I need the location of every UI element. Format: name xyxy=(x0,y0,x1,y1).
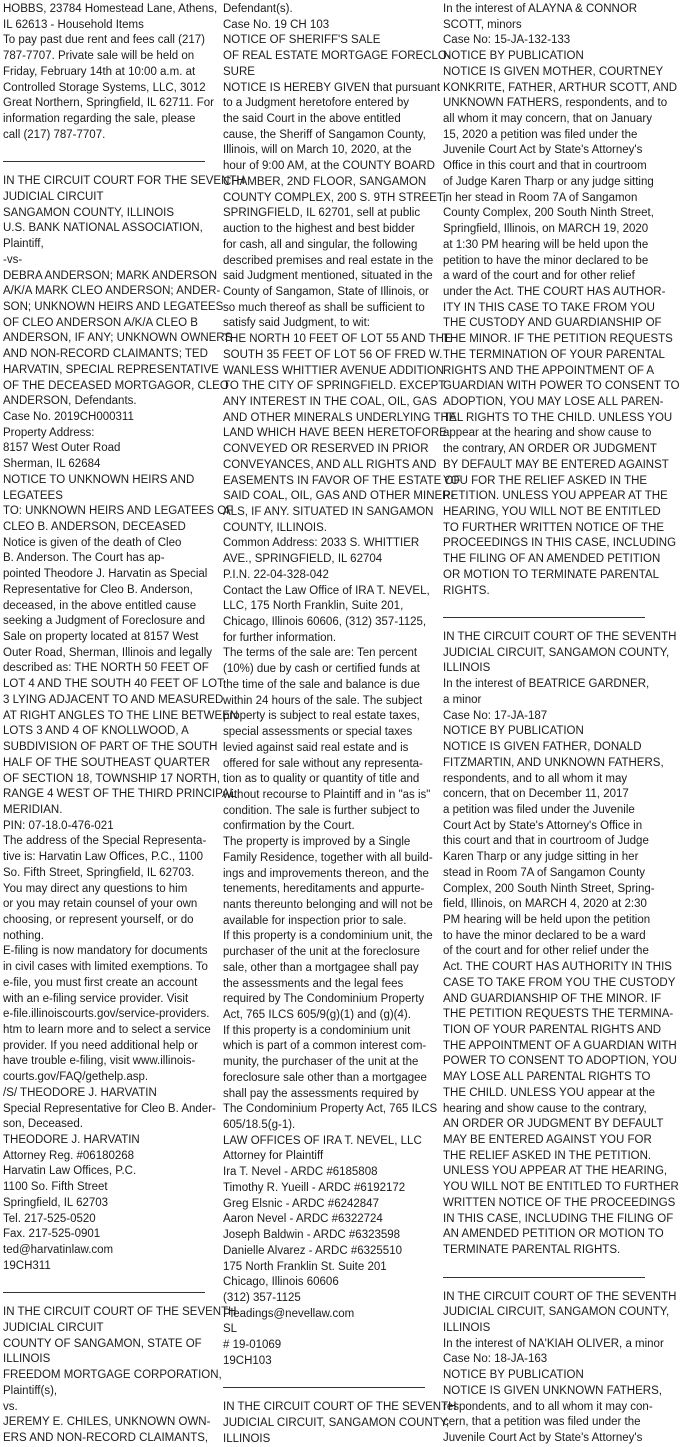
notice-line: described premises and real estate in the xyxy=(223,254,434,267)
notice-line: OF REAL ESTATE MORTGAGE FORECLO- xyxy=(223,50,451,63)
notice-line: MERIDIAN. xyxy=(3,803,63,816)
notice-line: sale, other than a mortgagee shall pay xyxy=(223,961,419,974)
notice-line: YOU FOR THE RELIEF ASKED IN THE xyxy=(443,474,648,487)
notice-line: OR MOTION TO TERMINATE PARENTAL xyxy=(443,568,659,581)
notice-divider xyxy=(223,1387,425,1388)
notice-divider xyxy=(443,617,645,618)
spacer xyxy=(443,1259,645,1275)
notice-line: NOTICE IS GIVEN MOTHER, COURTNEY xyxy=(443,65,664,78)
notice-line: Plaintiff(s), xyxy=(3,1384,58,1397)
notice-line: Juvenile Court Act by State's Attorney's xyxy=(443,144,643,157)
notice-line: PIN: 07-18.0-476-021 xyxy=(3,819,114,832)
notice-line: ILLINOIS xyxy=(443,662,491,675)
notice-line: have trouble e-filing, visit www.illinois- xyxy=(3,1055,196,1068)
notice-line: foreclosure sale other than a mortgagee xyxy=(223,1071,427,1084)
notice-line: TO: UNKNOWN HEIRS AND LEGATEES OF xyxy=(3,505,234,518)
notice-line: Outer Road, Sherman, Illinois and legally xyxy=(3,646,213,659)
notice-line: the assessments and the legal fees xyxy=(223,977,404,990)
notice-line: deceased, in the above entitled cause xyxy=(3,599,197,612)
notice-line: LEGATEES xyxy=(3,489,63,502)
notice-line: CLEO B. ANDERSON, DECEASED xyxy=(3,521,186,533)
notice-line: Case No. 2019CH000311 xyxy=(3,410,134,423)
notice-line: THE NORTH 10 FEET OF LOT 55 AND THE xyxy=(223,333,452,346)
notice-line: munity, the purchaser of the unit at the xyxy=(223,1056,419,1069)
notice-line: offered for sale without any representa- xyxy=(223,757,423,770)
notice-line: 19CH103 xyxy=(223,1354,272,1367)
notice-line: Act. THE COURT HAS AUTHORITY IN THIS xyxy=(443,961,672,974)
notice-line: U.S. BANK NATIONAL ASSOCIATION, xyxy=(3,222,203,235)
notice-line: FITZMARTIN, AND UNKNOWN FATHERS, xyxy=(443,756,664,769)
legal-notice xyxy=(443,630,679,1259)
notice-line: YOU WILL NOT BE ENTITLED TO FURTHER xyxy=(443,1181,679,1194)
notice-line: of the court and for other relief under the xyxy=(443,945,649,958)
notice-line: a petition was filed under the Juvenile xyxy=(443,803,635,816)
notice-line: all whom it may concern, that on January xyxy=(443,113,653,126)
notice-line: Case No. 19 CH 103 xyxy=(223,18,330,31)
notice-line: If this property is a condominium unit, the xyxy=(223,930,433,943)
notice-line: Family Residence, together with all build- xyxy=(223,851,433,864)
notice-line: CONVEYED OR RESERVED IN PRIOR xyxy=(223,443,429,456)
notice-line: County Complex, 200 South Ninth Street, xyxy=(443,207,654,220)
notice-line: RIGHTS AND THE APPOINTMENT OF A xyxy=(443,364,655,377)
notice-line: ANY INTEREST IN THE COAL, OIL, GAS xyxy=(223,395,438,408)
notice-line: DEBRA ANDERSON; MARK ANDERSON xyxy=(3,269,218,282)
notice-line: POWER TO CONSENT TO ADOPTION, YOU xyxy=(443,1055,677,1068)
notice-divider xyxy=(443,1277,645,1278)
notice-line: JUDICIAL CIRCUIT, SANGAMON COUNTY, xyxy=(223,1416,450,1429)
notice-line: AN AMENDED PETITION OR MOTION TO xyxy=(443,1228,664,1241)
notice-line: LAND WHICH HAVE BEEN HERETOFORE xyxy=(223,427,447,440)
notice-line: 15, 2020 a petition was filed under the xyxy=(443,128,638,141)
notice-line: appear at the hearing and show cause to xyxy=(443,427,652,440)
notice-line: ILLINOIS xyxy=(3,1353,51,1366)
notice-line: AND GUARDIANSHIP OF THE MINOR. IF xyxy=(443,992,662,1005)
notice-line: Friday, February 14th at 10:00 a.m. at xyxy=(3,65,196,78)
notice-line: Karen Tharp or any judge sitting in her xyxy=(443,851,639,864)
notice-line: this court and that in courtroom of Judge xyxy=(443,835,649,848)
notice-line: OF THE DECEASED MORTGAGOR, CLEO xyxy=(3,379,229,392)
legal-notice xyxy=(3,2,218,143)
legal-notice xyxy=(443,1290,677,1447)
notice-line: Defendant(s). xyxy=(223,3,293,15)
notice-line: SANGAMON COUNTY, ILLINOIS xyxy=(3,206,175,219)
notice-line: NOTICE BY PUBLICATION xyxy=(443,725,584,738)
notice-line: with an e-filing service provider. Visit xyxy=(3,992,189,1005)
notice-line: Joseph Baldwin - ARDC #6323598 xyxy=(223,1229,401,1242)
notice-line: HEARING, YOU WILL NOT BE ENTITLED xyxy=(443,506,661,518)
notice-line: ILLINOIS xyxy=(223,1432,271,1445)
notice-line: SURE xyxy=(223,65,255,78)
notice-line: Harvatin Law Offices, P.C. xyxy=(3,1165,137,1178)
notice-line: information regarding the sale, please xyxy=(3,113,196,126)
column-1 xyxy=(3,2,245,1444)
column-2 xyxy=(223,2,461,1445)
notice-line: or you may retain counsel of your own xyxy=(3,898,198,911)
notice-line: nants thereunto belonging and will not be xyxy=(223,898,433,911)
spacer xyxy=(3,143,205,159)
notice-line: ILLINOIS xyxy=(443,1321,491,1334)
notice-line: TAL RIGHTS TO THE CHILD. UNLESS YOU xyxy=(443,411,673,424)
notice-line: MAY BE ENTERED AGAINST YOU FOR xyxy=(443,1134,652,1147)
notice-line: ADOPTION, YOU MAY LOSE ALL PAREN- xyxy=(443,395,664,408)
notice-divider xyxy=(3,1292,205,1293)
notice-line: PETITION. UNLESS YOU APPEAR AT THE xyxy=(443,490,668,503)
notice-line: at 1:30 PM hearing will be held upon the xyxy=(443,238,649,251)
notice-line: TERMINATE PARENTAL RIGHTS. xyxy=(443,1244,621,1257)
notice-line: In the interest of NA'KIAH OLIVER, a minor xyxy=(443,1337,664,1350)
notice-line: cern, that a petition was filed under the xyxy=(443,1416,641,1429)
notice-line: IN THE CIRCUIT COURT OF THE SEVENTH xyxy=(223,1401,457,1414)
notice-line: Complex, 200 South Ninth Street, Spring- xyxy=(443,882,655,895)
notice-line: P.I.N. 22-04-328-042 xyxy=(223,568,329,581)
spacer xyxy=(223,1370,425,1386)
notice-line: /S/ THEODORE J. HARVATIN xyxy=(3,1086,157,1099)
notice-line: Representative for Cleo B. Anderson, xyxy=(3,583,193,596)
notice-line: confirmation by the Court. xyxy=(223,820,355,833)
notice-line: TO THE CITY OF SPRINGFIELD. EXCEPT xyxy=(223,380,446,393)
notice-line: SOUTH 35 FEET OF LOT 56 OF FRED W. xyxy=(223,348,443,361)
notice-line: RANGE 4 WEST OF THE THIRD PRINCIPAL xyxy=(3,788,237,801)
notice-line: In the interest of BEATRICE GARDNER, xyxy=(443,678,650,691)
notice-line: FREEDOM MORTGAGE CORPORATION, xyxy=(3,1369,222,1382)
notice-line: WANLESS WHITTIER AVENUE ADDITION xyxy=(223,364,445,377)
notice-line: Common Address: 2033 S. WHITTIER xyxy=(223,537,420,550)
notice-line: AT RIGHT ANGLES TO THE LINE BETWEEN xyxy=(3,709,239,722)
notice-line: Ira T. Nevel - ARDC #6185808 xyxy=(223,1166,378,1179)
notice-line: THE FILING OF AN AMENDED PETITION xyxy=(443,553,661,566)
notice-line: 175 North Franklin St. Suite 201 xyxy=(223,1260,387,1273)
notice-line: GUARDIAN WITH POWER TO CONSENT TO xyxy=(443,380,680,393)
notice-line: To pay past due rent and fees call (217) xyxy=(3,34,206,47)
legal-notice xyxy=(223,1400,457,1447)
notice-line: LLC, 175 North Franklin, Suite 201, xyxy=(223,600,404,613)
notice-line: PM hearing will be held upon the petition xyxy=(443,913,651,926)
notice-line: call (217) 787-7707. xyxy=(3,128,106,141)
notice-line: IN THE CIRCUIT COURT OF THE SEVENTH xyxy=(443,631,677,644)
notice-line: SON; UNKNOWN HEIRS AND LEGATEES xyxy=(3,300,224,313)
notice-line: EASEMENTS IN FAVOR OF THE ESTATE OF xyxy=(223,474,461,487)
notice-line: THE APPOINTMENT OF A GUARDIAN WITH xyxy=(443,1039,677,1052)
notice-line: SUBDIVISION OF PART OF THE SOUTH xyxy=(3,741,218,754)
legal-notice xyxy=(443,2,680,599)
notice-line: -vs- xyxy=(3,253,23,266)
notice-line: 605/18.5(g-1). xyxy=(223,1119,296,1132)
notice-line: tive is: Harvatin Law Offices, P.C., 1100 xyxy=(3,851,204,864)
notice-line: concern, that on December 11, 2017 xyxy=(443,788,629,801)
notice-line: so much thereof as shall be sufficient to xyxy=(223,301,425,314)
notice-line: required by The Condominium Property xyxy=(223,993,425,1006)
notice-line: RIGHTS. xyxy=(443,584,490,597)
notice-line: 8157 West Outer Road xyxy=(3,442,121,455)
notice-line: Sale on property located at 8157 West xyxy=(3,631,199,644)
notice-line: (10%) due by cash or certified funds at xyxy=(223,663,420,676)
notice-line: for further information. xyxy=(223,631,337,644)
notice-line: THE TERMINATION OF YOUR PARENTAL xyxy=(443,348,665,361)
notice-line: UNLESS YOU APPEAR AT THE HEARING, xyxy=(443,1165,668,1178)
notice-line: Tel. 217-525-0520 xyxy=(3,1212,96,1225)
notice-line: respondents, and to all whom it may xyxy=(443,772,628,785)
notice-line: The address of the Special Representa- xyxy=(3,835,207,848)
notice-line: tenements, hereditaments and appurte- xyxy=(223,883,425,896)
notice-line: auction to the highest and best bidder xyxy=(223,223,415,236)
notice-line: a minor xyxy=(443,693,482,706)
notice-line: petition to have the minor declared to be xyxy=(443,254,649,267)
notice-line: special assessments or special taxes xyxy=(223,726,413,739)
notice-line: Case No: 18-JA-163 xyxy=(443,1353,548,1366)
notice-line: ALS, IF ANY. SITUATED IN SANGAMON xyxy=(223,506,434,518)
notice-line: MAY LOSE ALL PARENTAL RIGHTS TO xyxy=(443,1071,651,1084)
notice-line: NOTICE BY PUBLICATION xyxy=(443,1369,584,1382)
notice-line: NOTICE OF SHERIFF'S SALE xyxy=(223,34,381,47)
notice-line: If this property is a condominium unit xyxy=(223,1024,411,1037)
notice-line: choosing, or represent yourself, or do xyxy=(3,913,194,926)
notice-line: pointed Theodore J. Harvatin as Special xyxy=(3,568,208,581)
notice-line: the time of the sale and balance is due xyxy=(223,678,420,691)
notice-line: 19CH311 xyxy=(3,1259,51,1272)
notice-line: e-file, you must first create an account xyxy=(3,976,198,989)
notice-line: THE RELIEF ASKED IN THE PETITION. xyxy=(443,1149,652,1162)
notice-line: TO FURTHER WRITTEN NOTICE OF THE xyxy=(443,521,665,534)
notice-line: SL xyxy=(223,1323,238,1336)
notice-line: for cash, all and singular, the following xyxy=(223,238,418,251)
notice-line: Illinois, will on March 10, 2020, at the xyxy=(223,144,412,157)
notice-line: Pleadings@nevellaw.com xyxy=(223,1307,355,1320)
notice-line: nothing. xyxy=(3,929,44,942)
notice-line: IN THE CIRCUIT COURT OF THE SEVENTH xyxy=(443,1290,677,1303)
notice-line: in civil cases with limited exemptions. To xyxy=(3,961,208,974)
notice-line: The Condominium Property Act, 765 ILCS xyxy=(223,1103,438,1116)
notice-line: Sherman, IL 62684 xyxy=(3,458,101,471)
notice-line: NOTICE TO UNKNOWN HEIRS AND xyxy=(3,473,195,486)
notice-line: JUDICIAL CIRCUIT xyxy=(3,190,104,203)
notice-line: KONKRITE, FATHER, ARTHUR SCOTT, AND xyxy=(443,81,678,94)
notice-line: Attorney for Plaintiff xyxy=(223,1150,324,1163)
notice-line: AND OTHER MINERALS UNDERLYING THE xyxy=(223,411,457,424)
notice-line: Controlled Storage Systems, LLC, 3012 xyxy=(3,81,206,94)
notice-line: NOTICE BY PUBLICATION xyxy=(443,50,584,63)
notice-line: Act, 765 ILCS 605/9(g)(1) and (g)(4). xyxy=(223,1009,411,1021)
notice-line: You may direct any questions to him xyxy=(3,882,188,895)
notice-line: 1100 So. Fifth Street xyxy=(3,1181,108,1194)
notice-line: the contrary, AN ORDER OR JUDGMENT xyxy=(443,443,657,456)
notice-line: to a Judgment heretofore entered by xyxy=(223,97,410,110)
notice-line: Property Address: xyxy=(3,426,95,439)
notice-line: Case No: 15-JA-132-133 xyxy=(443,34,571,47)
notice-line: Court Act by State's Attorney's Office in xyxy=(443,819,643,832)
notice-line: ted@harvatinlaw.com xyxy=(3,1244,114,1257)
notice-line: The terms of the sale are: Ten percent xyxy=(223,647,418,660)
notice-line: In the interest of ALAYNA & CONNOR xyxy=(443,3,638,15)
notice-line: described as: THE NORTH 50 FEET OF xyxy=(3,662,209,675)
notice-line: LOTS 3 AND 4 OF KNOLLWOOD, A xyxy=(3,725,189,738)
notice-line: ITY IN THIS CASE TO TAKE FROM YOU xyxy=(443,301,655,314)
notice-line: UNKNOWN FATHERS, respondents, and to xyxy=(443,97,668,110)
notice-line: hour of 9:00 AM, at the COUNTY BOARD xyxy=(223,160,435,173)
spacer xyxy=(3,1275,205,1291)
notice-line: Notice is given of the death of Cleo xyxy=(3,536,182,549)
notice-line: LAW OFFICES OF IRA T. NEVEL, LLC xyxy=(223,1134,422,1147)
notice-line: BY DEFAULT MAY BE ENTERED AGAINST xyxy=(443,458,669,471)
notice-line: WRITTEN NOTICE OF THE PROCEEDINGS xyxy=(443,1196,676,1209)
notice-line: TION OF YOUR PARENTAL RIGHTS AND xyxy=(443,1024,662,1036)
notice-line: NOTICE IS HEREBY GIVEN that pursuant xyxy=(223,81,441,94)
notice-line: son, Deceased. xyxy=(3,1118,83,1131)
notice-line: tion as to quality or quantity of title and xyxy=(223,773,420,786)
notice-line: under the Act. THE COURT HAS AUTHOR- xyxy=(443,285,666,298)
notice-line: shall pay the assessments required by xyxy=(223,1087,419,1100)
notice-line: Case No: 17-JA-187 xyxy=(443,709,548,722)
notice-line: available for inspection prior to sale. xyxy=(223,914,407,927)
notice-line: ANDERSON, Defendants. xyxy=(3,395,137,408)
notice-line: ANDERSON, IF ANY; UNKNOWN OWNERS xyxy=(3,332,233,345)
notice-line: the said Court in the above entitled xyxy=(223,113,401,126)
notice-line: HARVATIN, SPECIAL REPRESENTATIVE xyxy=(3,363,219,376)
spacer xyxy=(443,599,645,615)
notice-line: hearing and show cause to the contrary, xyxy=(443,1102,647,1115)
notice-line: IN THE CIRCUIT COURT OF THE SEVENTH xyxy=(3,1306,237,1319)
notice-line: COUNTY OF SANGAMON, STATE OF xyxy=(3,1337,202,1350)
notice-line: HALF OF THE SOUTHEAST QUARTER xyxy=(3,756,211,769)
notice-line: Contact the Law Office of IRA T. NEVEL, xyxy=(223,584,430,597)
notice-line: respondents, and to all whom it may con- xyxy=(443,1400,653,1413)
notice-line: IN THE CIRCUIT COURT FOR THE SEVENTH xyxy=(3,175,245,188)
notice-line: within 24 hours of the sale. The subject xyxy=(223,694,423,707)
notice-line: 3 LYING ADJACENT TO AND MEASURED xyxy=(3,693,224,706)
notice-line: Springfield, IL 62703 xyxy=(3,1196,109,1209)
notice-line: JUDICIAL CIRCUIT xyxy=(3,1321,104,1334)
legal-notice xyxy=(3,174,245,1274)
notice-line: field, Illinois, on MARCH 4, 2020 at 2:30 xyxy=(443,898,647,911)
notice-line: IL 62613 - Household Items xyxy=(3,18,144,31)
notice-line: 787-7707. Private sale will be held on xyxy=(3,50,195,63)
notice-divider xyxy=(3,161,205,162)
notice-line: JEREMY E. CHILES, UNKNOWN OWN- xyxy=(3,1416,211,1429)
notice-line: Greg Elsnic - ARDC #6242847 xyxy=(223,1197,379,1210)
notice-line: OF CLEO ANDERSON A/K/A CLEO B xyxy=(3,316,198,329)
notice-line: provider. If you need additional help or xyxy=(3,1039,198,1052)
notice-line: Special Representative for Cleo B. Ander- xyxy=(3,1102,216,1115)
notice-line: JUDICIAL CIRCUIT, SANGAMON COUNTY, xyxy=(443,646,670,659)
notice-line: HOBBS, 23784 Homestead Lane, Athens, xyxy=(3,3,218,15)
notice-line: COUNTY, ILLINOIS. xyxy=(223,521,327,534)
notice-line: PROCEEDINGS IN THIS CASE, INCLUDING xyxy=(443,537,677,550)
legal-notice xyxy=(223,2,461,1370)
notice-line: Aaron Nevel - ARDC #6322724 xyxy=(223,1213,383,1226)
notice-line: OF SECTION 18, TOWNSHIP 17 NORTH, xyxy=(3,772,221,785)
notice-line: without recourse to Plaintiff and in "as is" xyxy=(223,788,431,801)
notice-line: SCOTT, minors xyxy=(443,18,522,31)
notice-line: htm to learn more and to select a service xyxy=(3,1024,211,1036)
notice-line: purchaser of the unit at the foreclosure xyxy=(223,946,420,959)
notice-line: Office in this court and that in courtroom xyxy=(443,160,647,173)
notice-line: E-filing is now mandatory for documents xyxy=(3,945,208,958)
notice-line: courts.gov/FAQ/gethelp.asp. xyxy=(3,1071,149,1084)
notice-line: Attorney Reg. #06180268 xyxy=(3,1149,135,1162)
notice-line: condition. The sale is further subject to xyxy=(223,804,420,817)
notice-line: ings and improvements thereon, and the xyxy=(223,867,429,880)
notice-line: Fax. 217-525-0901 xyxy=(3,1228,101,1241)
notice-line: SPRINGFIELD, IL 62701, sell at public xyxy=(223,207,421,220)
notice-line: IN THIS CASE, INCLUDING THE FILING OF xyxy=(443,1212,674,1225)
notice-line: LOT 4 AND THE SOUTH 40 FEET OF LOT xyxy=(3,678,225,691)
notice-line: a ward of the court and for other relief xyxy=(443,270,635,283)
notice-line: COUNTY COMPLEX, 200 S. 9TH STREET, xyxy=(223,191,446,204)
notice-line: B. Anderson. The Court has ap- xyxy=(3,552,165,565)
notice-line: Timothy R. Yueill - ARDC #6192172 xyxy=(223,1181,406,1194)
notice-line: THEODORE J. HARVATIN xyxy=(3,1134,140,1147)
notice-line: stead in Room 7A of Sangamon County xyxy=(443,866,646,879)
notice-line: (312) 357-1125 xyxy=(223,1291,301,1304)
notice-line: to have the minor declared to be a ward xyxy=(443,929,646,942)
notice-line: property is subject to real estate taxes, xyxy=(223,710,420,723)
notice-line: SAID COAL, OIL, GAS AND OTHER MINER- xyxy=(223,490,455,503)
notice-line: e-file.illinoiscourts.gov/service-providers. xyxy=(3,1008,210,1021)
column-3 xyxy=(443,2,680,1444)
notice-line: # 19-01069 xyxy=(223,1339,282,1352)
notice-line: said Judgment mentioned, situated in the xyxy=(223,270,433,283)
notice-line: CHAMBER, 2ND FLOOR, SANGAMON xyxy=(223,175,427,188)
notice-line: NOTICE IS GIVEN UNKNOWN FATHERS, xyxy=(443,1384,662,1397)
notice-line: AN ORDER OR JUDGMENT BY DEFAULT xyxy=(443,1118,664,1131)
notice-line: Danielle Alvarez - ARDC #6325510 xyxy=(223,1244,402,1257)
notice-line: So. Fifth Street, Springfield, IL 62703. xyxy=(3,866,195,879)
notice-line: THE MINOR. IF THE PETITION REQUESTS xyxy=(443,333,673,346)
notice-line: THE CUSTODY AND GUARDIANSHIP OF xyxy=(443,317,662,330)
notice-line: AVE., SPRINGFIELD, IL 62704 xyxy=(223,553,383,566)
notice-line: County of Sangamon, State of Illinois, or xyxy=(223,285,429,298)
notice-line: CONVEYANCES, AND ALL RIGHTS AND xyxy=(223,458,437,471)
notice-line: satisfy said Judgment, to wit: xyxy=(223,317,371,330)
notice-line: which is part of a common interest com- xyxy=(223,1040,427,1053)
notice-line: Chicago, Illinois 60606 xyxy=(223,1276,339,1289)
notice-line: Chicago, Illinois 60606, (312) 357-1125, xyxy=(223,616,427,629)
notice-line: JUDICIAL CIRCUIT, SANGAMON COUNTY, xyxy=(443,1306,670,1319)
notice-line: A/K/A MARK CLEO ANDERSON; ANDER- xyxy=(3,285,221,298)
notice-line: ERS AND NON-RECORD CLAIMANTS, xyxy=(3,1431,209,1444)
notice-line: THE PETITION REQUESTS THE TERMINA- xyxy=(443,1008,674,1021)
notice-line: Great Northern, Springfield, IL 62711. For xyxy=(3,97,214,110)
notice-line: AND NON-RECORD CLAIMANTS; TED xyxy=(3,348,208,361)
notice-line: levied against said real estate and is xyxy=(223,741,409,754)
notice-line: of Judge Karen Tharp or any judge sitting xyxy=(443,175,654,188)
notice-line: in her stead in Room 7A of Sangamon xyxy=(443,191,638,204)
notice-line: vs. xyxy=(3,1400,18,1413)
notice-line: CASE TO TAKE FROM YOU THE CUSTODY xyxy=(443,976,676,989)
notice-line: Plaintiff, xyxy=(3,238,44,251)
notice-line: Springfield, Illinois, on MARCH 19, 2020 xyxy=(443,223,649,236)
notice-line: cause, the Sheriff of Sangamon County, xyxy=(223,128,426,141)
notice-line: THE CHILD. UNLESS YOU appear at the xyxy=(443,1086,655,1099)
notice-line: seeking a Judgment of Foreclosure and xyxy=(3,615,206,628)
notice-line: NOTICE IS GIVEN FATHER, DONALD xyxy=(443,741,642,754)
notice-line: Juvenile Court Act by State's Attorney's xyxy=(443,1431,643,1444)
notice-line: The property is improved by a Single xyxy=(223,836,411,849)
